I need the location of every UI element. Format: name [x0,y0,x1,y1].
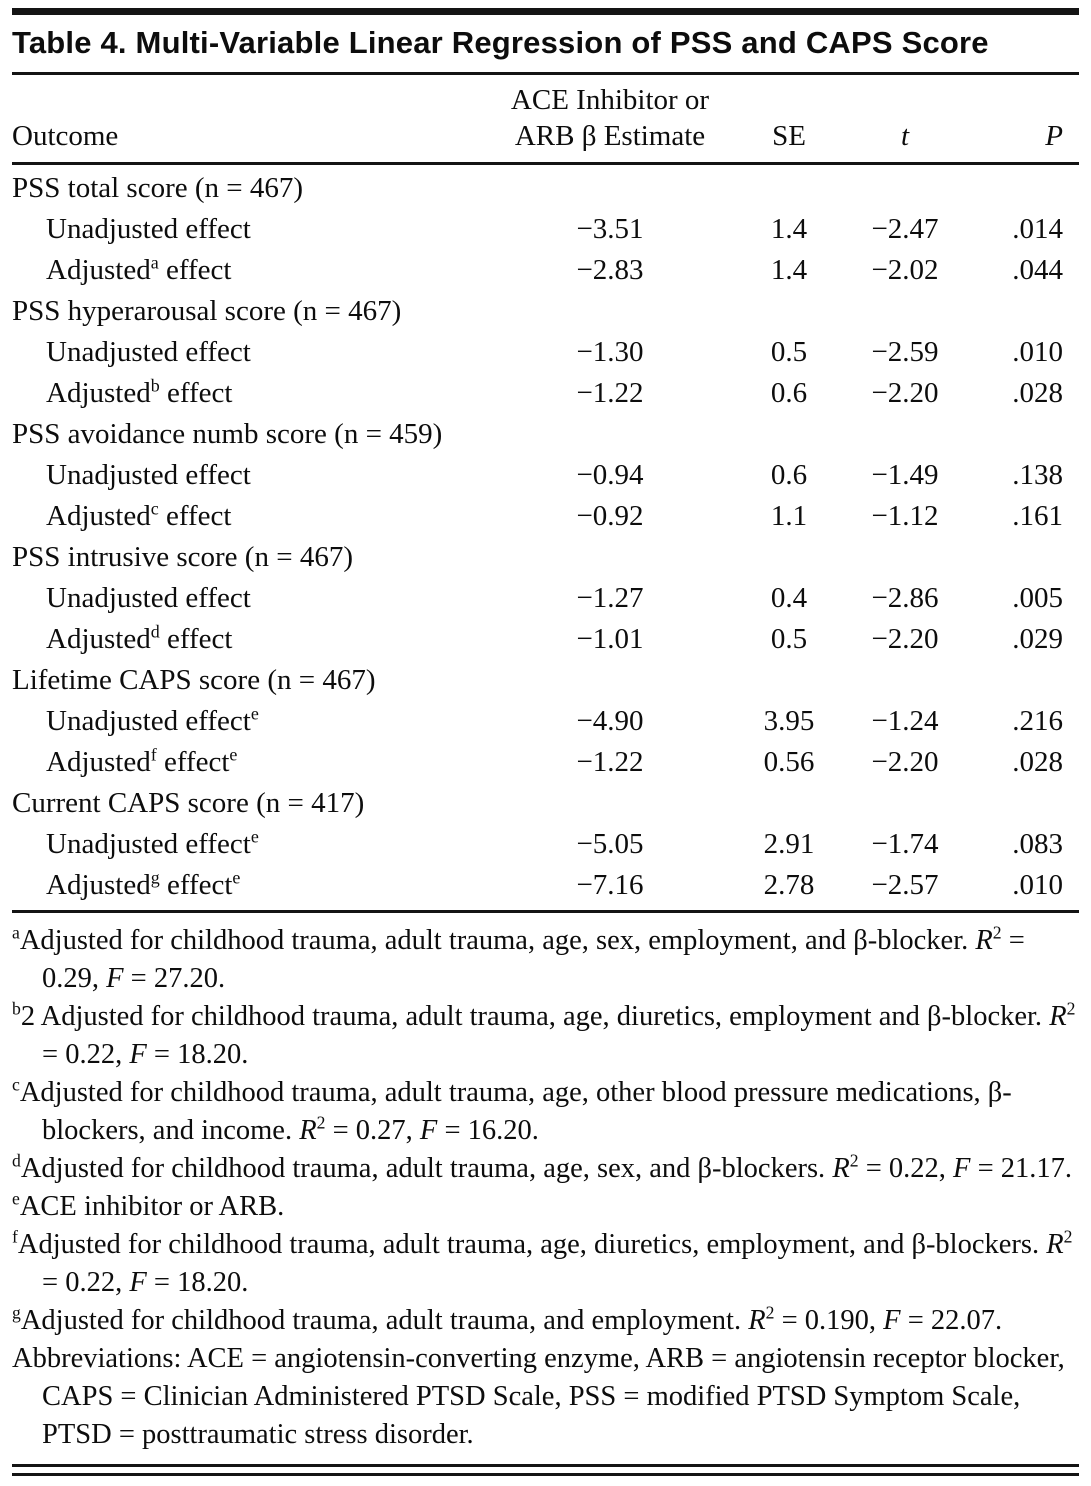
col-header-estimate-line2: ARB β Estimate [514,119,706,152]
se-cell [730,291,848,332]
se-cell [730,783,848,824]
outcome-label: PSS intrusive score (n = 467) [12,540,353,573]
footnote-d: $^d$Adjusted for childhood trauma, adult trauma, age, sex, and β-blockers. $R^2 = 0.22$, F = 21.17. [12,1150,1073,1184]
p-cell: .029 [1012,622,1063,655]
se-cell: 0.6 [770,376,808,409]
estimate-cell: −1.01 [576,622,644,655]
footnote-c: $^c$Adjusted for childhood trauma, adult trauma, age, other blood pressure medications, β-blockers, and income. $R^2 = 0.27$, F = 16.20. [12,1074,1012,1146]
t-cell: −2.57 [848,865,962,912]
outcome-group-row [12,783,1079,824]
p-cell: .216 [1012,704,1063,737]
estimate-cell: −1.27 [576,581,644,614]
estimate-cell [490,783,730,824]
t-cell: −2.20 [871,376,939,409]
outcome-label: Unadjusted effect [46,458,251,491]
outcome-data-row [12,209,1079,250]
outcome-data-row [12,578,1079,619]
outcome-label: Adjusted$^b$ effect [46,375,233,409]
col-header-se: SE [730,75,848,163]
col-header-p: P [962,75,1079,163]
outcome-data-row [12,865,1079,912]
outcome-label: Unadjusted effect [46,212,251,245]
estimate-cell: −1.30 [576,335,644,368]
estimate-cell [490,660,730,701]
t-cell: −1.74 [871,827,939,860]
estimate-cell [490,291,730,332]
outcome-label: PSS avoidance numb score (n = 459) [12,417,443,450]
col-header-outcome: Outcome [12,75,490,163]
footnote-f: $^f$Adjusted for childhood trauma, adult trauma, age, diuretics, employment, and β-blockers. $R^2 = 0.22$, F = 18.20. [12,1226,1073,1298]
t-cell: −2.86 [871,581,939,614]
outcome-label: Adjusted$^f$ effect$^e$ [46,744,238,778]
abbreviations-note: Abbreviations: ACE = angiotensin-converting enzyme, ARB = angiotensin receptor blocker, CAPS = Clinician Administered PTSD Scale, PSS = modified PTSD Symptom Scale, PTSD = posttraumatic stress disorder. [12,1342,1065,1450]
se-cell: 1.4 [770,253,808,286]
p-cell [962,291,1079,332]
se-cell [730,660,848,701]
outcome-data-row [12,701,1079,742]
estimate-cell: −1.22 [576,745,644,778]
outcome-label: Adjusted$^g$ effect$^e$ [12,865,490,912]
outcome-label: Unadjusted effect$^e$ [46,703,259,737]
outcome-label: Current CAPS score (n = 417) [12,786,365,819]
outcome-data-row [12,250,1079,291]
p-cell: .028 [1012,376,1063,409]
t-cell [848,783,962,824]
footnote-a: $^a$Adjusted for childhood trauma, adult trauma, age, sex, employment, and β-blocker. $R^2 = 0.29$, F = 27.20. [12,922,1025,994]
outcome-label: PSS total score (n = 467) [12,171,304,204]
top-rule [12,8,1079,15]
col-header-estimate-line1: ACE Inhibitor or [510,84,710,117]
p-cell [962,414,1079,455]
estimate-cell: −0.94 [576,458,644,491]
outcome-data-row [12,824,1079,865]
se-cell: 2.91 [763,827,815,860]
se-cell: 3.95 [763,704,815,737]
estimate-cell: −5.05 [576,827,644,860]
footnote-g: $^g$Adjusted for childhood trauma, adult trauma, and employment. $R^2 = 0.190$, F = 22.07. [12,1302,1003,1336]
outcome-group-row [12,163,1079,209]
t-cell: −1.24 [871,704,939,737]
se-cell [730,414,848,455]
outcome-data-row [12,742,1079,783]
estimate-cell: −7.16 [490,865,730,912]
outcome-group-row [12,537,1079,578]
outcome-label: Unadjusted effect [46,581,251,614]
se-cell: 0.56 [763,745,815,778]
col-header-t: t [848,75,962,163]
outcome-data-row [12,619,1079,660]
estimate-cell: −1.22 [576,376,644,409]
outcome-group-row [12,291,1079,332]
outcome-label: PSS hyperarousal score (n = 467) [12,294,402,327]
outcome-data-row [12,455,1079,496]
se-cell: 2.78 [730,865,848,912]
p-cell [962,163,1079,209]
t-cell: −1.12 [871,499,939,532]
outcome-label: Lifetime CAPS score (n = 467) [12,663,376,696]
se-cell [730,163,848,209]
outcome-data-row [12,332,1079,373]
p-cell [962,660,1079,701]
p-cell: .083 [1012,827,1063,860]
regression-table [12,75,1079,913]
p-cell [962,537,1079,578]
se-cell: 1.1 [770,499,808,532]
p-cell: .005 [1012,581,1063,614]
outcome-data-row [12,496,1079,537]
outcome-label: Unadjusted effect [46,335,251,368]
outcome-label: Adjusted$^c$ effect [46,498,232,532]
t-cell: −2.47 [871,212,939,245]
se-cell: 0.5 [770,622,808,655]
t-cell [848,163,962,209]
t-cell [848,537,962,578]
t-cell [848,660,962,701]
se-cell: 0.6 [770,458,808,491]
estimate-cell [490,163,730,209]
footnotes-section [12,913,1079,1454]
p-cell: .138 [1012,458,1063,491]
outcome-label: Adjusted$^d$ effect [46,621,233,655]
outcome-group-row [12,414,1079,455]
estimate-cell: −4.90 [576,704,644,737]
p-cell: .010 [1012,335,1063,368]
t-cell [848,414,962,455]
t-cell [848,291,962,332]
table-header-row [12,75,1079,163]
footnote-e: $^e$ACE inhibitor or ARB. [12,1188,285,1222]
p-cell: .161 [1012,499,1063,532]
bottom-double-rule [12,1464,1079,1476]
outcome-label: Unadjusted effect$^e$ [46,826,259,860]
estimate-cell: −0.92 [576,499,644,532]
estimate-cell [490,414,730,455]
p-cell: .014 [1012,212,1063,245]
t-cell: −2.20 [871,745,939,778]
col-header-estimate [490,75,730,163]
outcome-label: Adjusted$^a$ effect [46,252,232,286]
p-cell: .010 [962,865,1079,912]
se-cell: 0.4 [770,581,808,614]
se-cell [730,537,848,578]
estimate-cell [490,537,730,578]
p-cell: .044 [1012,253,1063,286]
table-title: Table 4. Multi-Variable Linear Regression of PSS and CAPS Score [12,15,1079,75]
t-cell: −2.20 [871,622,939,655]
p-cell: .028 [1012,745,1063,778]
t-cell: −2.02 [871,253,939,286]
se-cell: 1.4 [770,212,808,245]
estimate-cell: −3.51 [576,212,644,245]
table-figure [0,8,1091,1486]
t-cell: −2.59 [871,335,939,368]
outcome-data-row [12,373,1079,414]
outcome-group-row [12,660,1079,701]
table-body [12,163,1079,911]
se-cell: 0.5 [770,335,808,368]
t-cell: −1.49 [871,458,939,491]
estimate-cell: −2.83 [576,253,644,286]
footnote-b: $^b$2 Adjusted for childhood trauma, adult trauma, age, diuretics, employment and β-blocker. $R^2 = 0.22$, F = 18.20. [12,998,1076,1070]
p-cell [962,783,1079,824]
